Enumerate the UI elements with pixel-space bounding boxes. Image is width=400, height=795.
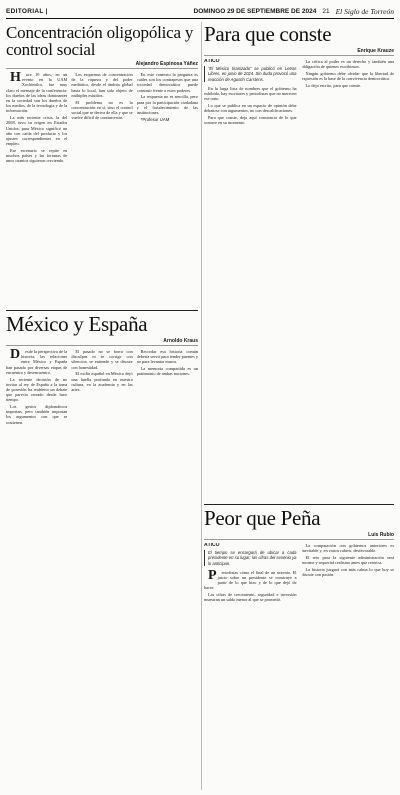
newspaper-brand: El Siglo de Torreón <box>335 6 394 16</box>
article-column <box>6 349 67 426</box>
kicker: ÁTICO <box>204 543 220 548</box>
paragraph: Los gestos diplomáticos importan, pero también importan los argumentos con que se sostienen. <box>6 404 68 425</box>
article-headline: Peor que Peña <box>204 508 321 530</box>
pull-quote: El tiempo se encargará de ubicar a cada presidente en su lugar; las cifras del sexenio ya lo anticipan. <box>204 550 297 566</box>
article-headline: Para que conste <box>204 24 332 46</box>
paragraph: Ningún gobierno debe olvidar que la libertad de expresión es la base de la convivencia democrática. <box>301 70 394 82</box>
paragraph: ace 10 años, en un evento en la UAM Xochimilco, fue muy claro el mensaje de la conferencia: los dueños de las ideas dominantes en la sociedad son los dueños de los medios, de la tecnología y de la información. <box>6 72 68 114</box>
paragraph: Las cifras de crecimiento, seguridad e inversión muestran un saldo menor al que se prometió. <box>204 592 297 603</box>
article-headline: Concentración oligopólica y control social <box>6 24 194 59</box>
article-column <box>137 349 198 426</box>
paragraph: En la larga lista de nombres que el gobierno ha exhibido, hay escritores y periodistas que no merecen ese trato. <box>204 85 297 102</box>
paragraph: Los esquemas de concentración de la riqueza y del poder mediático, desde el ámbito global hasta lo local, han sido objeto de múltiples estudios. <box>71 72 133 98</box>
paragraph: Recordar esa historia común debería servir para tender puentes y no para levantar muros. <box>136 349 198 365</box>
paragraph: La historia juzgará con más calma lo que hoy se discute con pasión. <box>301 566 394 578</box>
paragraph: El pasado no se borra con disculpas ni se corrige con silencios; se entiende y se discute con honestidad. <box>71 349 133 370</box>
pull-quote: “El México tiranizado” se publicó en Letras Libres, en junio de 2024. Sin duda provocó una reacción de Agustín Carstens. <box>204 66 297 82</box>
section-name: EDITORIAL | <box>6 7 48 15</box>
paragraph: Para que conste, dejo aquí constancia de lo que sostuve en su momento. <box>204 114 297 126</box>
paragraph: La memoria compartida es un patrimonio de ambas naciones. <box>136 366 198 377</box>
article-column <box>71 72 132 165</box>
article-author: Alejandro Espinosa Yáñez <box>6 61 198 69</box>
paragraph: eriodistas cómo el final de un sexenio. El juicio sobre un presidente se construye a partir de lo que hizo y de lo que dejó de hacer. <box>204 569 297 591</box>
article-column <box>6 72 67 165</box>
article-column <box>204 543 297 604</box>
page-number: 21 <box>322 7 330 15</box>
article-peor-que-pena <box>204 508 394 790</box>
paragraph: La comparación con gobiernos anteriores es inevitable y, en varios rubros, desfavorable. <box>301 543 394 554</box>
article-column <box>71 349 132 426</box>
article-column <box>302 543 395 604</box>
article-author: Luis Rubio <box>204 532 394 540</box>
article-para-que-conste <box>204 24 394 500</box>
paragraph: La más reciente crisis, la del 2008, tuvo su origen en Estados Unidos; para México significó un año con caída del producto y los ajustes correspondientes en el empleo. <box>6 115 68 147</box>
masthead <box>6 4 394 19</box>
article-tagline: *Profesor UAM <box>140 116 170 122</box>
drop-cap: H <box>10 72 21 85</box>
paragraph: En este contexto la pregunta es cuáles son los contrapesos que una sociedad democrática puede construir frente a estos poderes. <box>136 72 198 93</box>
masthead-right <box>194 7 394 16</box>
issue-date: DOMINGO 29 DE SEPTIEMBRE DE 2024 <box>193 7 317 15</box>
paragraph: La respuesta no es sencilla, pero pasa por la participación ciudadana y el fortalecimiento de las instituciones. <box>136 94 198 115</box>
paragraph: Lo que se publica en un espacio de opinión debe debatirse con argumentos, no con descalificaciones. <box>204 102 297 114</box>
article-headline: México y España <box>6 314 148 336</box>
article-column <box>204 59 297 127</box>
column-divider <box>201 22 202 790</box>
drop-cap: P <box>208 567 217 583</box>
drop-cap: D <box>10 349 21 362</box>
article-column <box>137 72 198 165</box>
article-column <box>302 59 395 127</box>
paragraph: La crítica al poder es un derecho y también una obligación de quienes escribimos. <box>301 59 394 70</box>
paragraph: La reciente decisión de no invitar al rey de España a la toma de posesión ha reabierto un debate que parecía cerrado desde hace tiempo. <box>6 376 68 403</box>
paragraph: Lo dejo escrito, para que conste. <box>305 82 362 88</box>
paragraph: esde la perspectiva de la historia, las relaciones entre México y España han pasado por diversas etapas de encuentro y desencuentro. <box>6 349 68 375</box>
article-mexico-espana <box>6 314 198 790</box>
article-author: Enrique Krauze <box>204 48 394 56</box>
paragraph: El reto para la siguiente administración será enorme y requerirá realismo antes que retórica. <box>301 554 394 566</box>
kicker: ÁTICO <box>204 59 220 64</box>
article-author: Arnoldo Kraus <box>6 338 198 346</box>
article-concentracion <box>6 24 198 306</box>
paragraph: El exilio español en México dejó una huella profunda en nuestra cultura, en la academia y en las artes. <box>71 371 133 392</box>
paragraph: Ese escenario se repite en muchos países y las fortunas de unos cuantos siguieron creciendo. <box>6 147 68 164</box>
paragraph: El problema no es la concentración en sí, sino el control social que se deriva de ella y que se vuelve difícil de contrarrestar. <box>71 99 133 121</box>
section-divider <box>204 504 394 505</box>
section-divider <box>6 310 198 311</box>
